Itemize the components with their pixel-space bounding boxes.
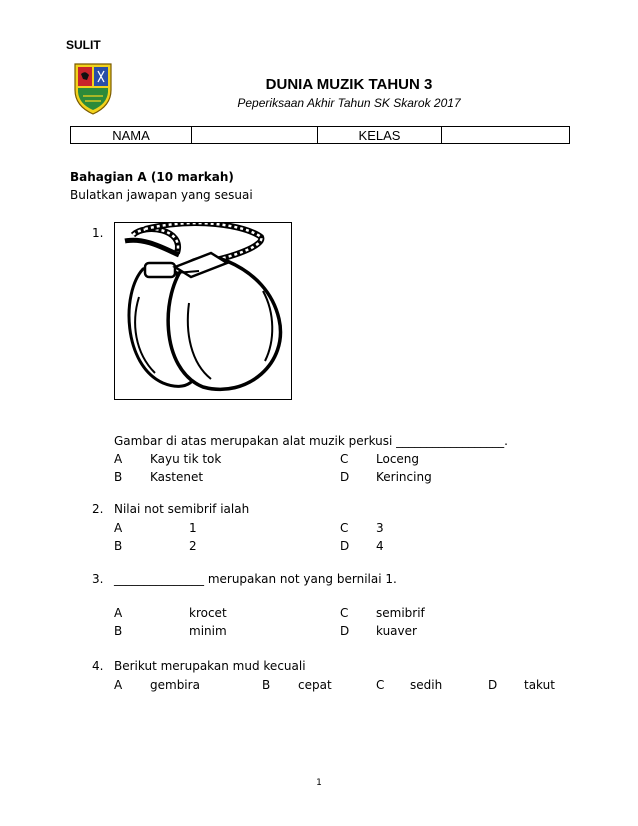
option-letter: C: [340, 521, 349, 535]
sulit-label: SULIT: [66, 38, 101, 52]
option-text[interactable]: Kayu tik tok: [150, 452, 222, 466]
option-letter: D: [340, 539, 350, 553]
question-number: 4.: [92, 659, 104, 673]
option-text[interactable]: sedih: [410, 678, 443, 692]
option-letter: A: [114, 606, 123, 620]
option-letter: C: [376, 678, 385, 692]
option-text[interactable]: semibrif: [376, 606, 425, 620]
option-letter: A: [114, 452, 123, 466]
option-letter: A: [114, 521, 123, 535]
document-subtitle: Peperiksaan Akhir Tahun SK Skarok 2017: [237, 96, 461, 110]
option-text[interactable]: gembira: [150, 678, 200, 692]
document-title: DUNIA MUZIK TAHUN 3: [265, 76, 433, 93]
question-number: 3.: [92, 572, 104, 586]
question-text: Nilai not semibrif ialah: [114, 502, 250, 516]
option-text[interactable]: cepat: [298, 678, 332, 692]
question-text: Gambar di atas merupakan alat muzik perkusi __________________.: [114, 434, 508, 448]
kelas-label: KELAS: [318, 127, 442, 143]
option-letter: D: [340, 624, 350, 638]
section-heading: Bahagian A (10 markah): [70, 170, 234, 184]
page-number: 1: [316, 778, 322, 788]
option-letter: B: [114, 470, 123, 484]
option-text[interactable]: Loceng: [376, 452, 420, 466]
nama-field[interactable]: [192, 127, 318, 143]
question-image-frame: [114, 222, 292, 400]
option-letter: B: [114, 624, 123, 638]
option-letter: B: [262, 678, 271, 692]
option-text[interactable]: 3: [376, 521, 384, 535]
question-number: 2.: [92, 502, 104, 516]
option-text[interactable]: takut: [524, 678, 555, 692]
option-letter: D: [340, 470, 350, 484]
question-text: Berikut merupakan mud kecuali: [114, 659, 306, 673]
option-letter: B: [114, 539, 123, 553]
question-text: _______________ merupakan not yang bernilai 1.: [114, 572, 397, 586]
option-text[interactable]: Kastenet: [150, 470, 204, 484]
option-text[interactable]: kuaver: [376, 624, 417, 638]
castanets-icon: [115, 223, 291, 399]
section-instruction: Bulatkan jawapan yang sesuai: [70, 188, 253, 202]
option-letter: D: [488, 678, 498, 692]
option-letter: A: [114, 678, 123, 692]
nama-label: NAMA: [71, 127, 192, 143]
option-text[interactable]: Kerincing: [376, 470, 432, 484]
option-text[interactable]: 4: [376, 539, 384, 553]
option-text[interactable]: krocet: [189, 606, 227, 620]
option-letter: C: [340, 606, 349, 620]
question-number: 1.: [92, 226, 104, 240]
kelas-field[interactable]: [442, 127, 569, 143]
option-text[interactable]: minim: [189, 624, 227, 638]
option-letter: C: [340, 452, 349, 466]
option-text[interactable]: 1: [189, 521, 197, 535]
student-info-table: [70, 126, 570, 144]
option-text[interactable]: 2: [189, 539, 197, 553]
